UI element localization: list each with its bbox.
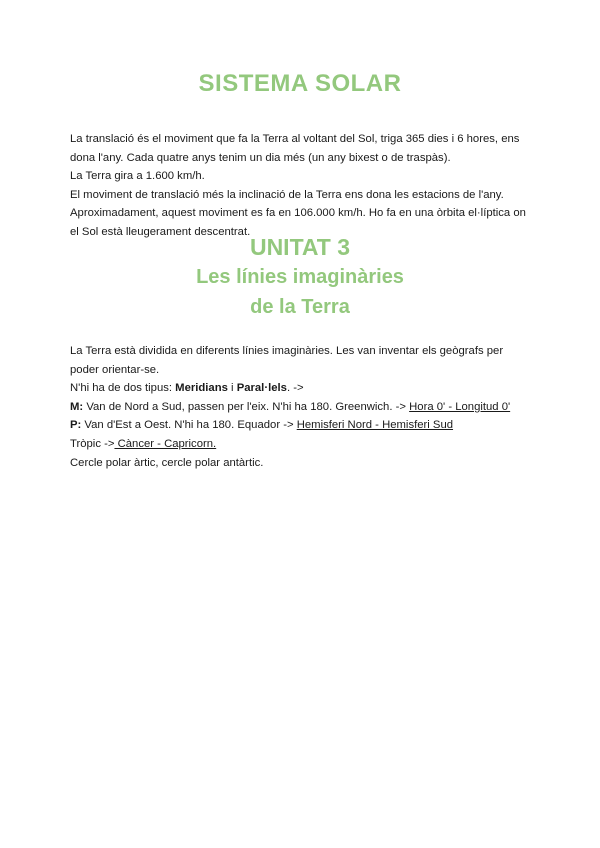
- text-line: [70, 149, 592, 168]
- paragraph-translacio: [70, 130, 592, 242]
- text-segment: Hora 0' - Longitud 0': [409, 400, 511, 413]
- text-line: [70, 342, 592, 361]
- text-line: [70, 379, 592, 398]
- unit-title: UNITAT 3: [249, 234, 351, 260]
- text-segment: Aproximadament, aquest moviment es fa en 106.000 km/h. Ho fa en una òrbita el·líptica on: [70, 207, 526, 220]
- text-line: [70, 361, 592, 380]
- text-segment: M:: [70, 400, 84, 413]
- text-segment: La Terra gira a 1.600 km/h.: [70, 170, 205, 183]
- text-segment: N'hi ha de dos tipus:: [70, 382, 176, 395]
- text-line: [70, 167, 592, 186]
- text-segment: P:: [70, 419, 82, 432]
- unit-heading: [0, 232, 600, 322]
- unit-subtitle-line1: Les línies imaginàries: [196, 266, 404, 288]
- text-segment: i: [227, 382, 237, 395]
- unit-subtitle-line2: de la Terra: [250, 296, 350, 318]
- text-segment: Van de Nord a Sud, passen per l'eix. N'hi ha 180. Greenwich. ->: [83, 400, 410, 413]
- text-line: [70, 186, 592, 205]
- text-line: [70, 435, 592, 454]
- text-segment: el Sol està lleugerament descentrat.: [70, 225, 251, 238]
- text-segment: . ->: [286, 382, 304, 395]
- text-segment: Cercle polar àrtic, cercle polar antàrtic.: [70, 456, 264, 469]
- paragraph-linies-imaginaries: [70, 342, 592, 472]
- text-line: [70, 398, 592, 417]
- text-segment: Van d'Est a Oest. N'hi ha 180. Equador ->: [81, 419, 297, 432]
- text-segment: poder orientar-se.: [70, 363, 160, 376]
- text-line: [70, 454, 592, 473]
- text-segment: dona l'any. Cada quatre anys tenim un dia més (un any bixest o de traspàs).: [70, 151, 451, 164]
- text-segment: La Terra està dividida en diferents línies imaginàries. Les van inventar els geògrafs per: [70, 345, 504, 357]
- text-line: [70, 416, 592, 435]
- text-segment: Paral·lels: [236, 382, 287, 395]
- text-line: [70, 130, 592, 149]
- text-segment: La translació és el moviment que fa la Terra al voltant del Sol, triga 365 dies i 6 hores, ens: [70, 133, 520, 145]
- text-segment: Hemisferi Nord - Hemisferi Sud: [296, 419, 454, 432]
- text-segment: Tròpic ->: [70, 437, 115, 450]
- text-segment: El moviment de translació més la inclinació de la Terra ens dona les estacions de l'any.: [70, 188, 504, 201]
- text-line: [70, 204, 592, 223]
- text-segment: Càncer - Capricorn.: [114, 437, 217, 450]
- text-segment: Meridians: [175, 382, 228, 395]
- document-title: SISTEMA SOLAR: [198, 70, 402, 97]
